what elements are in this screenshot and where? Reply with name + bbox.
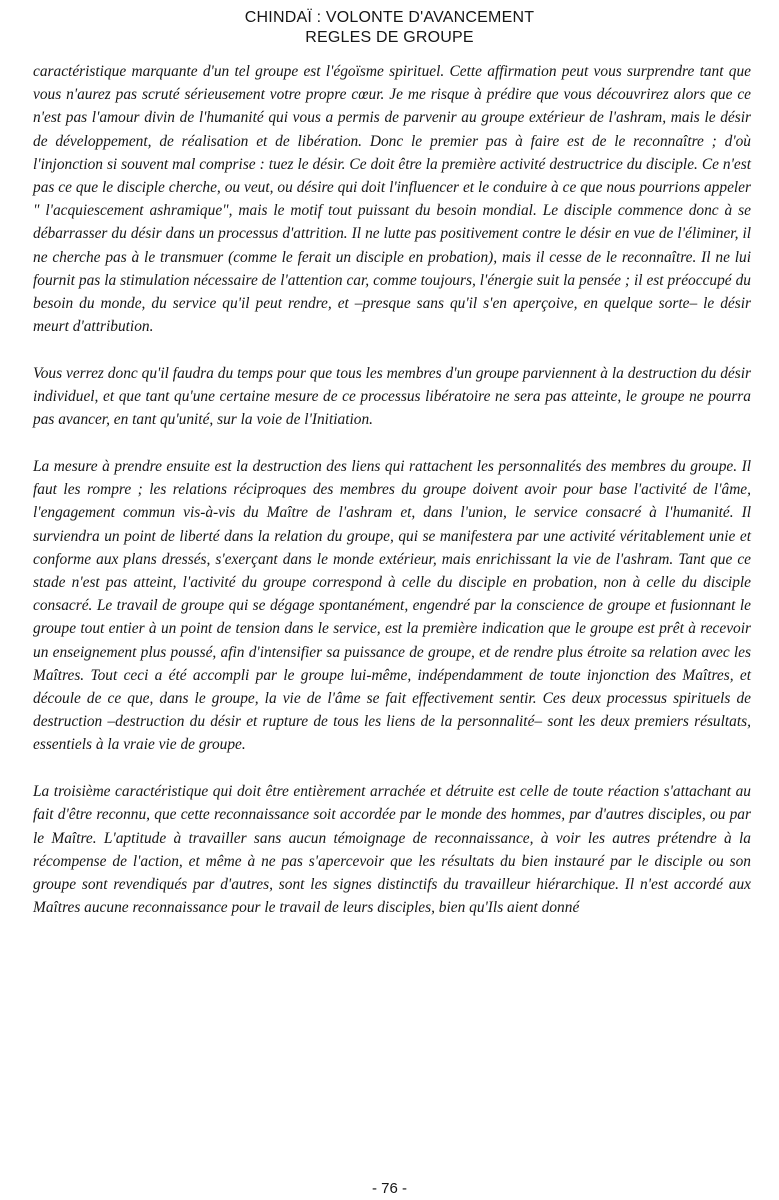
- paragraph-4: La troisième caractéristique qui doit être entièrement arrachée et détruite est celle de toute réaction s'attachant au fait d'être reconnu, que cette reconnaissance soit accordée par le monde des hommes, par d'autres disciples, ou par le Maître. L'aptitude à travailler sans aucun témoignage de reconnaissance, à voir les autres prétendre à la récompense de l'action, et même à ne pas s'apercevoir que les résultats du bien instauré par le disciple ou son groupe sont revendiqués par d'autres, sont les signes distinctifs du travailleur hiérarchique. Il n'est accordé aux Maîtres aucune reconnaissance pour le travail de leurs disciples, bien qu'Ils aient donné: [33, 783, 751, 917]
- page-header: [0, 8, 779, 48]
- header-title: CHINDAÏ : VOLONTE D'AVANCEMENT: [244, 9, 535, 26]
- page-number: - 76 -: [371, 1180, 407, 1197]
- paragraph-3: La mesure à prendre ensuite est la destruction des liens qui rattachent les personnalités des membres du groupe. Il faut les rompre ; les relations réciproques des membres du groupe doivent avoir pour base l'activité de l'âme, l'engagement commun vis-à-vis du Maître de l'ashram et, dans l'union, le service consacré à l'humanité. Il surviendra un point de liberté dans la relation du groupe, qui se manifestera par une activité véritablement unie et conforme aux plans dressés, s'exerçant dans le monde extérieur, mais enrichissant la vie de l'ashram. Tant que ce stade n'est pas atteint, l'activité du groupe correspond à celle du disciple en probation, non à celle du disciple consacré. Le travail de groupe qui se dégage spontanément, engendré par la conscience de groupe et fusionnant le groupe tout entier à un point de tension dans le service, est la première indication que le groupe est prêt à recevoir un enseignement plus poussé, afin d'intensifier sa puissance de groupe, et de rendre plus étroite sa relation avec les Maîtres. Tout ceci a été accompli par le groupe lui-même, indépendamment de toute injonction des Maîtres, et découle de ce que, dans le groupe, la vie de l'âme se fait effectivement sentir. Ces deux processus spirituels de destruction –destruction du désir et rupture de tous les liens de la personnalité– sont les deux premiers résultats, essentiels à la vraie vie de groupe.: [33, 458, 751, 754]
- header-subtitle: REGLES DE GROUPE: [305, 29, 474, 46]
- paragraph-1: caractéristique marquante d'un tel groupe est l'égoïsme spirituel. Cette affirmation peut vous surprendre tant que vous n'aurez pas scruté sérieusement votre propre cœur. Je me risque à prédire que vous découvrirez alors que ce n'est pas l'amour divin de l'humanité qui vous a permis de parvenir au groupe extérieur de l'ashram, mais le désir de développement, de réalisation et de libération. Donc le premier pas à faire est de le reconnaître ; d'où l'injonction si souvent mal comprise : tuez le désir. Ce doit être la première activité destructrice du disciple. Ce n'est pas ce que le disciple cherche, ou veut, ou désire qui doit l'influencer et le conduire à ce que nous pourrions appeler " l'acquiescement ashramique", mais le motif tout puissant du besoin mondial. Le disciple commence donc à se débarrasser du désir dans un processus d'attrition. Il ne lutte pas positivement contre le désir en vue de l'éliminer, il ne cherche pas à le transmuer (comme le ferait un disciple en probation), mais il cesse de le reconnaître. Il ne lui fournit pas la stimulation nécessaire de l'attention car, comme toujours, l'énergie suit la pensée ; il est préoccupé du besoin du monde, du service qu'il peut rendre, et –presque sans qu'il s'en aperçoive, en quelque sorte– le désir meurt d'attribution.: [33, 63, 751, 336]
- body-text: [33, 60, 751, 919]
- paragraph-2: Vous verrez donc qu'il faudra du temps pour que tous les membres d'un groupe parviennent à la destruction du désir individuel, et que tant qu'une certaine mesure de ce processus libératoire ne sera pas atteinte, le groupe ne pourra pas avancer, en tant qu'unité, sur la voie de l'Initiation.: [33, 364, 751, 429]
